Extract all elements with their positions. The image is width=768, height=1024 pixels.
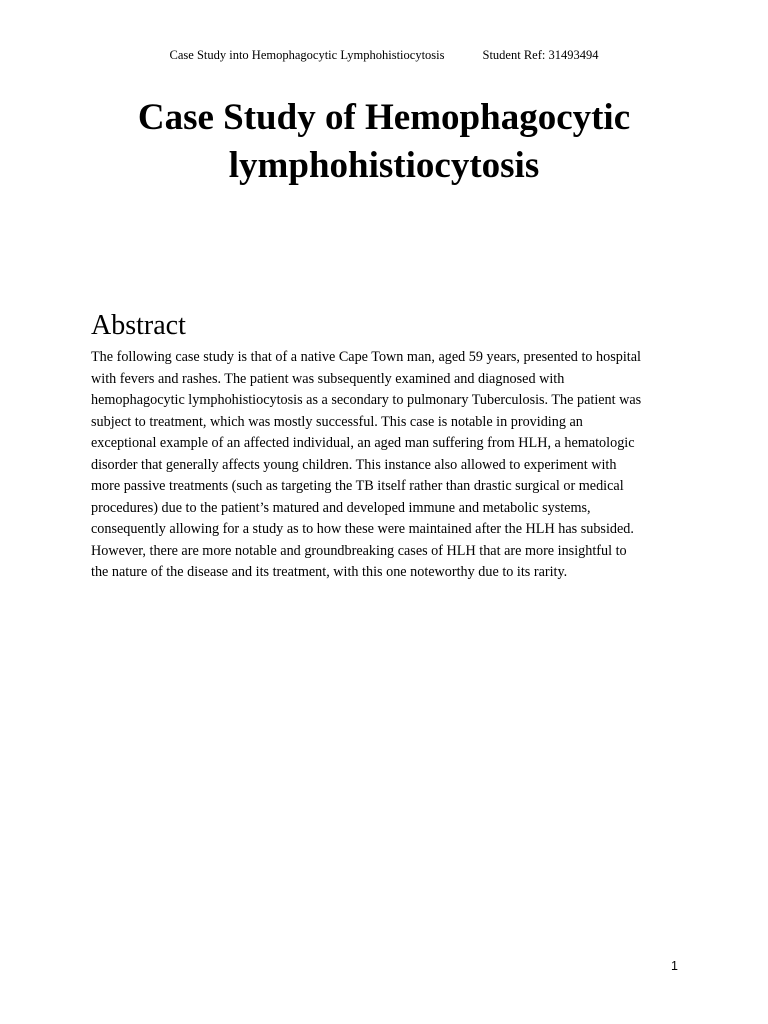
document-title-line-2: lymphohistiocytosis [228, 145, 540, 186]
document-title-line-1: Case Study of Hemophagocytic [137, 97, 631, 138]
abstract-line: However, there are more notable and groundbreaking cases of HLH that are more insightful to [91, 542, 627, 559]
student-ref: Student Ref: 31493494 [482, 48, 599, 62]
abstract-heading: Abstract [91, 310, 186, 341]
abstract-line: the nature of the disease and its treatment, with this one noteworthy due to its rarity. [91, 564, 568, 580]
abstract-line: The following case study is that of a native Cape Town man, aged 59 years, presented to hospital [91, 349, 641, 365]
abstract-line: disorder that generally affects young children. This instance also allowed to experiment with [91, 456, 617, 473]
running-header [0, 47, 768, 63]
abstract-line: hemophagocytic lymphohistiocytosis as a secondary to pulmonary Tuberculosis. The patient was [91, 392, 642, 408]
abstract-paragraph [91, 347, 691, 584]
abstract-line: procedures) due to the patient’s matured and developed immune and metabolic systems, [91, 499, 591, 516]
abstract-line: consequently allowing for a study as to how these were maintained after the HLH has subsided. [91, 521, 634, 537]
running-header-title: Case Study into Hemophagocytic Lymphohistiocytosis [169, 48, 445, 62]
page-number: 1 [671, 959, 678, 973]
abstract-line: with fevers and rashes. The patient was subsequently examined and diagnosed with [91, 370, 565, 387]
document-title [40, 94, 728, 190]
abstract-line: subject to treatment, which was mostly successful. This case is notable in providing an [91, 413, 583, 430]
abstract-line: exceptional example of an affected individual, an aged man suffering from HLH, a hematologic [91, 435, 635, 451]
abstract-line: more passive treatments (such as targeting the TB itself rather than drastic surgical or medical [91, 478, 624, 494]
